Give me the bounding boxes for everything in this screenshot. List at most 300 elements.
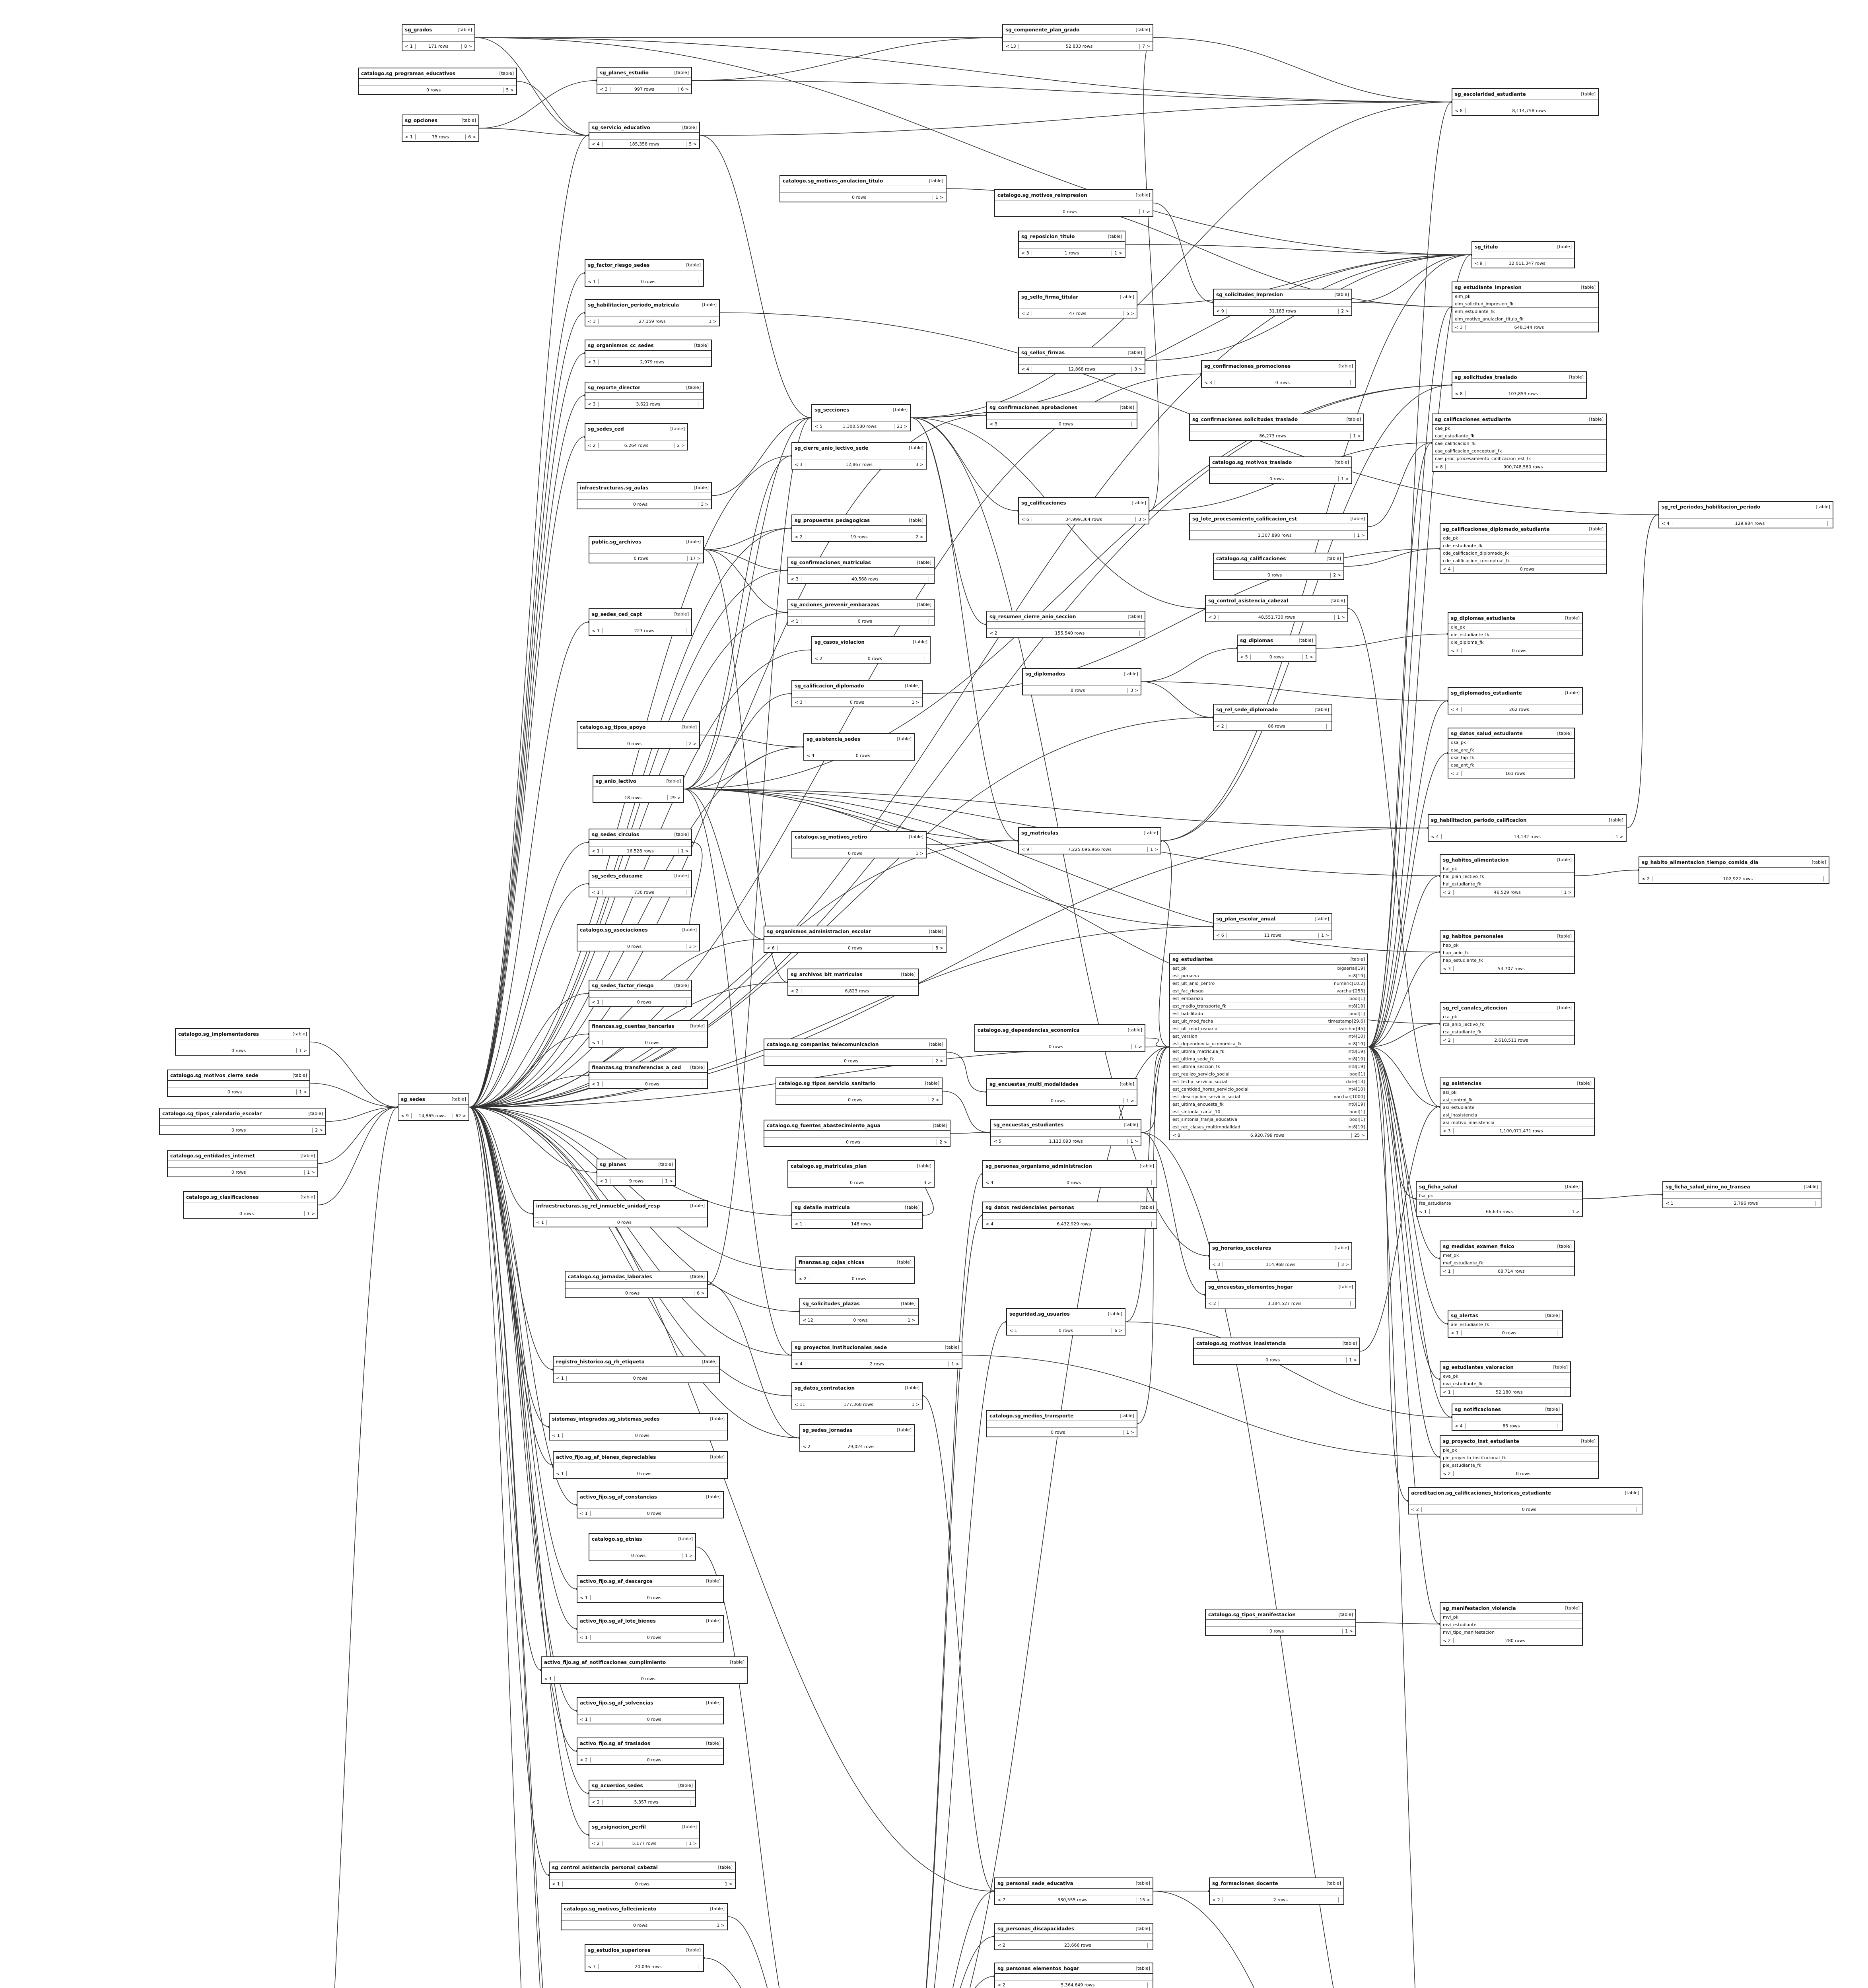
table-name[interactable]: sg_opciones: [405, 117, 437, 123]
table-name[interactable]: sg_escolaridad_estudiante: [1455, 91, 1526, 97]
parents-count[interactable]: < 2: [995, 1943, 1008, 1948]
parents-count[interactable]: < 1: [589, 1000, 603, 1005]
table-name[interactable]: activo_fijo.sg_af_solvencias: [580, 1700, 653, 1706]
children-count[interactable]: 1 >: [685, 1553, 693, 1558]
parents-count[interactable]: < 5: [812, 424, 825, 429]
table-name[interactable]: sg_confirmaciones_matriculas: [791, 559, 871, 565]
table-fin-cajas[interactable]: [795, 1256, 915, 1284]
table-cat-implementadores[interactable]: [175, 1028, 310, 1056]
table-name[interactable]: sg_solicitudes_impresion: [1216, 291, 1283, 297]
table-sg-personal-sede[interactable]: [994, 1877, 1153, 1905]
table-name[interactable]: sg_confirmaciones_aprobaciones: [989, 404, 1078, 410]
parents-count[interactable]: < 2: [589, 1800, 603, 1805]
table-name[interactable]: sg_horarios_escolares: [1212, 1245, 1271, 1251]
table-name[interactable]: sg_ficha_salud_nino_no_transea: [1666, 1184, 1750, 1190]
table-name[interactable]: sg_sedes_ced_capt: [592, 611, 642, 617]
table-name[interactable]: sg_lote_procesamiento_calificacion_est: [1192, 516, 1297, 522]
table-af-solvencias[interactable]: [577, 1697, 724, 1724]
parents-count[interactable]: < 1: [402, 134, 416, 140]
table-name[interactable]: sg_servicio_educativo: [592, 124, 650, 130]
table-sg-estudiante-impresion[interactable]: [1452, 282, 1599, 332]
table-sg-archivos-bit[interactable]: [787, 969, 919, 996]
children-count[interactable]: 1 >: [299, 1048, 307, 1053]
table-af-bienes[interactable]: [553, 1451, 728, 1479]
table-name[interactable]: sg_datos_contratacion: [795, 1385, 855, 1391]
parents-count[interactable]: < 1: [554, 1471, 567, 1476]
parents-count[interactable]: < 4: [804, 753, 817, 758]
table-sg-anio-lectivo[interactable]: [593, 775, 684, 803]
table-sg-reporte-director[interactable]: [585, 382, 704, 409]
children-count[interactable]: 2 >: [935, 1058, 943, 1064]
table-sg-personas-elem[interactable]: [994, 1963, 1153, 1988]
parents-count[interactable]: < 1: [1440, 1390, 1454, 1395]
table-cat-calificaciones[interactable]: [1213, 553, 1344, 580]
table-sg-datos-residenciales[interactable]: [982, 1202, 1157, 1229]
parents-count[interactable]: < 4: [983, 1180, 996, 1185]
table-fin-cuentas[interactable]: [589, 1020, 708, 1048]
table-sg-control-asist-personal[interactable]: [549, 1862, 736, 1889]
table-cat-asociaciones[interactable]: [577, 924, 700, 951]
children-count[interactable]: 1 >: [681, 848, 689, 854]
table-cat-etnias[interactable]: [589, 1533, 696, 1561]
parents-count[interactable]: < 1: [597, 1178, 610, 1184]
table-name[interactable]: sg_asignacion_perfil: [592, 1824, 646, 1830]
children-count[interactable]: 1 >: [1353, 433, 1361, 439]
parents-count[interactable]: < 3: [585, 359, 599, 365]
parents-count[interactable]: < 4: [983, 1221, 996, 1227]
table-name[interactable]: catalogo.sg_etnias: [592, 1536, 642, 1542]
table-name[interactable]: sg_personal_sede_educativa: [997, 1880, 1073, 1886]
children-count[interactable]: 15 >: [1139, 1897, 1150, 1903]
table-name[interactable]: sg_componente_plan_grado: [1005, 27, 1080, 33]
children-count[interactable]: 1 >: [916, 850, 923, 856]
parents-count[interactable]: < 6: [764, 945, 778, 951]
children-count[interactable]: 1 >: [1114, 250, 1122, 256]
parents-count[interactable]: < 3: [585, 319, 599, 324]
table-sg-habilit-calif[interactable]: [1428, 814, 1627, 842]
table-sg-solic-plazas[interactable]: [799, 1298, 919, 1325]
table-sg-diplomados[interactable]: [1022, 668, 1141, 695]
table-name[interactable]: catalogo.sg_matriculas_plan: [791, 1163, 867, 1169]
parents-count[interactable]: < 2: [585, 443, 599, 448]
table-sg-habitos-personales[interactable]: [1440, 930, 1575, 974]
parents-count[interactable]: < 5: [1238, 654, 1251, 660]
table-sg-estudios-sup[interactable]: [585, 1944, 704, 1972]
table-sg-calif-estudiante[interactable]: [1432, 414, 1607, 472]
table-sg-sello-firma-titular[interactable]: [1018, 291, 1137, 318]
parents-count[interactable]: < 7: [995, 1897, 1008, 1903]
parents-count[interactable]: < 1: [402, 44, 416, 49]
parents-count[interactable]: < 2: [995, 1982, 1008, 1988]
table-sg-confirm-aprob[interactable]: [986, 402, 1137, 429]
table-name[interactable]: sg_factor_riesgo_sedes: [588, 262, 650, 268]
parents-count[interactable]: < 1: [1448, 1330, 1462, 1336]
table-sg-acuerdos[interactable]: [589, 1780, 696, 1807]
table-name[interactable]: catalogo.sg_tipos_apoyo: [580, 724, 646, 730]
parents-count[interactable]: < 2: [1440, 1638, 1454, 1643]
table-name[interactable]: sg_reposicion_titulo: [1021, 233, 1075, 239]
parents-count[interactable]: < 3: [788, 577, 801, 582]
parents-count[interactable]: < 1: [577, 1717, 591, 1722]
parents-count[interactable]: < 1: [577, 1511, 591, 1516]
table-name[interactable]: catalogo.sg_tipos_servicio_sanitario: [779, 1080, 875, 1086]
children-count[interactable]: 3 >: [1130, 687, 1138, 693]
table-sg-sedes-ced[interactable]: [585, 423, 688, 450]
table-name[interactable]: activo_fijo.sg_af_bienes_depreciables: [556, 1454, 656, 1460]
table-name[interactable]: catalogo.sg_fuentes_abastecimiento_agua: [767, 1122, 881, 1128]
table-sg-rel-periodos[interactable]: [1658, 501, 1833, 528]
children-count[interactable]: 1 >: [1305, 654, 1313, 660]
table-sg-formaciones[interactable]: [1209, 1877, 1344, 1905]
table-sg-habilit-matricula[interactable]: [585, 299, 720, 326]
table-name[interactable]: sg_anio_lectivo: [596, 778, 637, 784]
parents-count[interactable]: < 2: [1206, 1301, 1219, 1306]
children-count[interactable]: 3 >: [1134, 366, 1142, 372]
table-sg-escolaridad[interactable]: [1452, 88, 1599, 116]
table-af-lote[interactable]: [577, 1615, 724, 1642]
table-sg-medidas[interactable]: [1440, 1241, 1575, 1276]
parents-count[interactable]: < 2: [792, 534, 805, 540]
table-name[interactable]: activo_fijo.sg_af_lote_bienes: [580, 1618, 656, 1624]
table-sg-calificaciones[interactable]: [1018, 497, 1149, 524]
parents-count[interactable]: < 3: [1019, 250, 1032, 256]
table-sg-personas-disc[interactable]: [994, 1923, 1153, 1950]
parents-count[interactable]: < 1: [792, 1221, 805, 1227]
table-sg-diplomados-estudiante[interactable]: [1448, 687, 1583, 714]
parents-count[interactable]: < 4: [1659, 521, 1672, 526]
children-count[interactable]: 2 >: [939, 1139, 947, 1145]
table-name[interactable]: sg_titulo: [1475, 244, 1498, 250]
table-name[interactable]: sg_sedes_educame: [592, 873, 643, 879]
children-count[interactable]: 1 >: [299, 1089, 307, 1095]
children-count[interactable]: 8 >: [464, 43, 472, 49]
table-name[interactable]: sg_encuestas_multi_modalidades: [989, 1081, 1079, 1087]
table-name[interactable]: sg_reporte_director: [588, 384, 641, 390]
table-name[interactable]: infraestructuras.sg_aulas: [580, 485, 649, 491]
table-name[interactable]: sg_estudiantes: [1172, 956, 1213, 962]
table-name[interactable]: sg_asistencias: [1443, 1080, 1482, 1086]
children-count[interactable]: 2 >: [315, 1127, 323, 1133]
table-sg-sedes-factor[interactable]: [589, 980, 692, 1007]
table-name[interactable]: sg_calificacion_diplomado: [795, 683, 864, 689]
parents-count[interactable]: < 2: [812, 656, 825, 661]
table-name[interactable]: sg_casos_violacion: [814, 639, 865, 645]
children-count[interactable]: 2 >: [689, 741, 697, 746]
parents-count[interactable]: < 2: [800, 1444, 813, 1449]
table-name[interactable]: catalogo.sg_tipos_calendario_escolar: [162, 1110, 262, 1116]
table-sg-personas-org[interactable]: [982, 1160, 1157, 1188]
table-name[interactable]: registro_historico.sg_rh_etiqueta: [556, 1359, 645, 1365]
parents-count[interactable]: < 3: [585, 402, 599, 407]
table-af-traslados[interactable]: [577, 1738, 724, 1765]
table-name[interactable]: sg_planes: [600, 1161, 626, 1167]
parents-count[interactable]: < 3: [1210, 1262, 1223, 1267]
table-name[interactable]: sg_habito_alimentacion_tiempo_comida_dia: [1642, 859, 1759, 865]
table-name[interactable]: sg_diplomas_estudiante: [1451, 615, 1515, 621]
parents-count[interactable]: < 1: [542, 1676, 555, 1681]
parents-count[interactable]: < 2: [1440, 890, 1454, 895]
table-name[interactable]: sg_formaciones_docente: [1212, 1880, 1278, 1886]
table-sg-planes[interactable]: [597, 1159, 676, 1186]
children-count[interactable]: 1 >: [1134, 1044, 1142, 1049]
parents-count[interactable]: < 2: [1440, 1038, 1454, 1043]
children-count[interactable]: 3 >: [689, 944, 697, 949]
children-count[interactable]: 1 >: [1564, 889, 1572, 895]
table-sg-asistencias[interactable]: [1440, 1077, 1595, 1136]
table-sg-sedes-ced-capt[interactable]: [589, 608, 692, 636]
table-name[interactable]: sg_solicitudes_traslado: [1455, 374, 1517, 380]
children-count[interactable]: 1 >: [307, 1211, 315, 1216]
table-sg-asignacion[interactable]: [589, 1821, 700, 1848]
table-name[interactable]: sg_grados: [405, 27, 432, 33]
parents-count[interactable]: < 2: [1019, 311, 1032, 316]
table-name[interactable]: catalogo.sg_tipos_manifestacion: [1208, 1611, 1296, 1617]
table-name[interactable]: catalogo.sg_implementadores: [178, 1031, 259, 1037]
table-sg-sedes[interactable]: [398, 1093, 469, 1121]
table-name[interactable]: sg_datos_salud_estudiante: [1451, 730, 1523, 736]
table-sg-solic-impresion[interactable]: [1213, 289, 1352, 316]
children-count[interactable]: 25 >: [1354, 1132, 1365, 1138]
table-sg-hab-alim-tiempo[interactable]: [1639, 856, 1829, 884]
table-cat-mot-traslado[interactable]: [1209, 456, 1352, 484]
table-name[interactable]: sg_propuestas_pedagogicas: [795, 517, 870, 523]
table-name[interactable]: finanzas.sg_cuentas_bancarias: [592, 1023, 675, 1029]
table-cat-jornadas[interactable]: [565, 1271, 708, 1298]
table-name[interactable]: catalogo.sg_entidades_internet: [170, 1153, 255, 1159]
table-name[interactable]: public.sg_archivos: [592, 539, 641, 545]
children-count[interactable]: 1 >: [1349, 1357, 1357, 1363]
table-cat-mot-inasist[interactable]: [1193, 1338, 1360, 1365]
table-cat-dependencias[interactable]: [974, 1024, 1145, 1052]
table-name[interactable]: catalogo.sg_motivos_retiro: [795, 834, 867, 840]
table-af-descargos[interactable]: [577, 1575, 724, 1603]
parents-count[interactable]: < 2: [1214, 724, 1227, 729]
table-name[interactable]: sg_habilitacion_periodo_matricula: [588, 302, 679, 308]
table-sg-diplomas[interactable]: [1237, 635, 1316, 662]
table-sg-organismos-admin[interactable]: [764, 926, 947, 953]
children-count[interactable]: 5 >: [506, 87, 514, 93]
children-count[interactable]: 1 >: [725, 1881, 733, 1887]
table-sg-detalle-matricula[interactable]: [791, 1202, 923, 1229]
children-count[interactable]: 1 >: [1357, 532, 1365, 538]
table-cat-matriculas-plan[interactable]: [787, 1160, 935, 1188]
parents-count[interactable]: < 4: [1429, 834, 1442, 839]
children-count[interactable]: 6 >: [681, 86, 689, 92]
parents-count[interactable]: < 8: [1452, 108, 1466, 113]
children-count[interactable]: 29 >: [670, 795, 681, 800]
table-sg-cierre-anio[interactable]: [791, 442, 927, 470]
table-sg-calif-diplomado-est[interactable]: [1440, 523, 1607, 574]
children-count[interactable]: 1 >: [1341, 476, 1349, 481]
children-count[interactable]: 6 >: [1114, 1328, 1122, 1333]
table-name[interactable]: sg_alertas: [1451, 1312, 1478, 1318]
parents-count[interactable]: < 1: [589, 1040, 603, 1045]
children-count[interactable]: 1 >: [1572, 1209, 1580, 1214]
table-name[interactable]: catalogo.sg_motivos_inasistencia: [1196, 1340, 1286, 1346]
table-name[interactable]: sg_datos_residenciales_personas: [986, 1204, 1074, 1210]
table-name[interactable]: sg_sedes_ced: [588, 426, 624, 432]
table-name[interactable]: sg_calificaciones_estudiante: [1435, 416, 1511, 422]
table-name[interactable]: catalogo.sg_motivos_traslado: [1212, 459, 1292, 465]
children-count[interactable]: 1 >: [717, 1922, 725, 1928]
parents-count[interactable]: < 3: [1448, 648, 1462, 653]
table-name[interactable]: catalogo.sg_motivos_anulacion_titulo: [783, 178, 883, 184]
table-name[interactable]: sistemas_integrados.sg_sistemas_sedes: [552, 1416, 660, 1422]
children-count[interactable]: 3 >: [1138, 516, 1146, 522]
children-count[interactable]: 8 >: [935, 945, 943, 951]
table-name[interactable]: sg_plan_escolar_anual: [1216, 916, 1276, 922]
table-sg-encuestas-est[interactable]: [990, 1119, 1141, 1146]
parents-count[interactable]: < 13: [1003, 44, 1019, 49]
table-cat-anulacion[interactable]: [779, 175, 947, 202]
table-sg-opciones[interactable]: [402, 115, 479, 142]
table-sg-rel-canales[interactable]: [1440, 1002, 1575, 1045]
table-name[interactable]: sg_encuestas_elementos_hogar: [1208, 1284, 1293, 1290]
table-sg-componente[interactable]: [1002, 24, 1153, 51]
children-count[interactable]: 2 >: [1341, 308, 1349, 314]
table-name[interactable]: sg_organismos_cc_sedes: [588, 342, 654, 348]
children-count[interactable]: 1 >: [951, 1361, 959, 1367]
children-count[interactable]: 5 >: [1126, 311, 1134, 316]
table-sg-sedes-circulos[interactable]: [589, 829, 692, 856]
parents-count[interactable]: < 9: [1472, 261, 1485, 266]
parents-count[interactable]: < 2: [987, 631, 1000, 636]
table-sg-control-asistencia[interactable]: [1205, 595, 1348, 622]
parents-count[interactable]: < 1: [1417, 1209, 1430, 1214]
table-sg-casos-violacion[interactable]: [811, 636, 931, 664]
table-name[interactable]: acreditacion.sg_calificaciones_historicas_estudiante: [1411, 1490, 1551, 1496]
table-cat-serv-sanitario[interactable]: [776, 1077, 943, 1105]
table-sg-plan-escolar[interactable]: [1213, 913, 1332, 940]
table-reg-historico[interactable]: [553, 1356, 720, 1383]
table-name[interactable]: catalogo.sg_calificaciones: [1216, 555, 1286, 561]
table-name[interactable]: sg_diplomados_estudiante: [1451, 690, 1522, 696]
table-name[interactable]: sg_solicitudes_plazas: [803, 1301, 860, 1307]
table-seg-alertas[interactable]: [1006, 1308, 1125, 1336]
parents-count[interactable]: < 8: [1452, 391, 1466, 396]
table-sg-asistencia-sedes[interactable]: [803, 733, 915, 761]
table-sg-acciones-prevenir[interactable]: [787, 599, 935, 626]
table-name[interactable]: activo_fijo.sg_af_constancias: [580, 1494, 657, 1500]
table-name[interactable]: finanzas.sg_cajas_chicas: [799, 1259, 865, 1265]
children-count[interactable]: 3 >: [1341, 1262, 1349, 1267]
children-count[interactable]: 21 >: [897, 423, 908, 429]
table-name[interactable]: sg_habitos_personales: [1443, 933, 1504, 939]
parents-count[interactable]: < 2: [577, 1757, 591, 1763]
children-count[interactable]: 1 >: [912, 699, 919, 705]
table-name[interactable]: sg_diplomados: [1025, 671, 1065, 677]
parents-count[interactable]: < 4: [1448, 707, 1462, 712]
parents-count[interactable]: < 7: [585, 1964, 599, 1969]
children-count[interactable]: 1 >: [1150, 846, 1158, 852]
parents-count[interactable]: < 1: [554, 1376, 567, 1381]
table-sg-sedes-educame[interactable]: [589, 870, 692, 897]
table-name[interactable]: sg_habitos_alimentacion: [1443, 857, 1509, 863]
children-count[interactable]: 1 >: [935, 194, 943, 200]
children-count[interactable]: 3 >: [923, 1180, 931, 1185]
parents-count[interactable]: < 3: [1202, 380, 1215, 385]
children-count[interactable]: 1 >: [1130, 1138, 1138, 1144]
parents-count[interactable]: < 4: [792, 1361, 805, 1367]
table-name[interactable]: sg_sedes_jornadas: [803, 1427, 853, 1433]
table-infra-rel-inmueble[interactable]: [533, 1200, 708, 1227]
table-sg-ficha-salud[interactable]: [1416, 1181, 1583, 1217]
table-sg-grados[interactable]: [402, 24, 475, 51]
parents-count[interactable]: < 1: [788, 619, 801, 624]
parents-count[interactable]: < 9: [398, 1113, 412, 1118]
table-sg-sedes-jornadas[interactable]: [799, 1424, 915, 1452]
table-sg-rel-sede-diplomado[interactable]: [1213, 704, 1332, 731]
table-name[interactable]: sg_diplomas: [1240, 637, 1273, 643]
table-name[interactable]: catalogo.sg_motivos_reimpresion: [997, 192, 1087, 198]
parents-count[interactable]: < 3: [792, 462, 805, 467]
children-count[interactable]: 1 >: [665, 1178, 673, 1184]
children-count[interactable]: 6 >: [697, 1290, 705, 1296]
table-name[interactable]: sg_personas_elementos_hogar: [997, 1965, 1079, 1971]
parents-count[interactable]: < 3: [987, 421, 1000, 427]
parents-count[interactable]: < 1: [1440, 1269, 1454, 1274]
table-name[interactable]: sg_proyectos_institucionales_sede: [795, 1344, 887, 1350]
table-sg-calif-diplomado[interactable]: [791, 680, 923, 707]
parents-count[interactable]: < 2: [1210, 1897, 1223, 1903]
table-name[interactable]: sg_organismos_administracion_escolar: [767, 928, 871, 934]
table-name[interactable]: sg_medidas_examen_fisico: [1443, 1243, 1514, 1249]
table-cat-clasificaciones[interactable]: [183, 1191, 318, 1219]
table-name[interactable]: catalogo.sg_jornadas_laborales: [568, 1274, 652, 1279]
table-sg-organismos-cs[interactable]: [585, 340, 712, 367]
table-name[interactable]: sg_personas_discapacidades: [997, 1926, 1075, 1932]
table-sg-hab-alimentacion[interactable]: [1440, 854, 1575, 897]
table-name[interactable]: sg_sedes: [401, 1096, 425, 1102]
table-name[interactable]: sg_estudiante_impresion: [1455, 284, 1522, 290]
parents-count[interactable]: < 6: [1019, 517, 1032, 522]
table-public-archivos[interactable]: [589, 536, 704, 563]
table-cat-manifest[interactable]: [1205, 1609, 1356, 1636]
table-name[interactable]: catalogo.sg_motivos_cierre_sede: [170, 1072, 259, 1078]
children-count[interactable]: 1 >: [1321, 932, 1329, 938]
table-name[interactable]: sg_resumen_cierre_anio_seccion: [989, 613, 1076, 619]
table-name[interactable]: sg_proyecto_inst_estudiante: [1443, 1438, 1519, 1444]
table-sg-propuestas[interactable]: [791, 514, 927, 542]
children-count[interactable]: 1 >: [689, 1840, 697, 1846]
children-count[interactable]: 1 >: [1126, 1098, 1134, 1103]
table-sg-titulo[interactable]: [1471, 241, 1575, 268]
table-name[interactable]: sg_rel_periodos_habilitacion_periodo: [1662, 504, 1761, 510]
table-name[interactable]: infraestructuras.sg_rel_inmueble_unidad_resp: [536, 1203, 660, 1209]
parents-count[interactable]: < 1: [1663, 1201, 1676, 1206]
parents-count[interactable]: < 3: [1448, 771, 1462, 776]
parents-count[interactable]: < 1: [1007, 1328, 1020, 1333]
table-name[interactable]: seguridad.sg_usuarios: [1009, 1311, 1070, 1317]
children-count[interactable]: 2 >: [677, 443, 685, 448]
table-cat-fuentes[interactable]: [764, 1120, 951, 1147]
parents-count[interactable]: < 2: [796, 1276, 809, 1281]
table-name[interactable]: sg_asistencia_sedes: [807, 736, 861, 742]
table-cat-programas[interactable]: [358, 68, 517, 95]
table-name[interactable]: catalogo.sg_medios_transporte: [989, 1413, 1074, 1419]
table-name[interactable]: sg_control_asistencia_cabezal: [1208, 598, 1289, 604]
table-name[interactable]: catalogo.sg_dependencias_economica: [978, 1027, 1080, 1033]
parents-count[interactable]: < 12: [800, 1318, 816, 1323]
table-name[interactable]: sg_secciones: [814, 407, 849, 413]
table-sg-sellos-firmas[interactable]: [1018, 347, 1145, 374]
parents-count[interactable]: < 1: [577, 1635, 591, 1640]
parents-count[interactable]: < 1: [577, 1595, 591, 1600]
table-name[interactable]: activo_fijo.sg_af_notificaciones_cumplimiento: [544, 1659, 666, 1665]
table-fin-transf[interactable]: [589, 1062, 708, 1089]
table-name[interactable]: sg_estudiantes_valoracion: [1443, 1364, 1514, 1370]
children-count[interactable]: 1 >: [1615, 834, 1623, 839]
